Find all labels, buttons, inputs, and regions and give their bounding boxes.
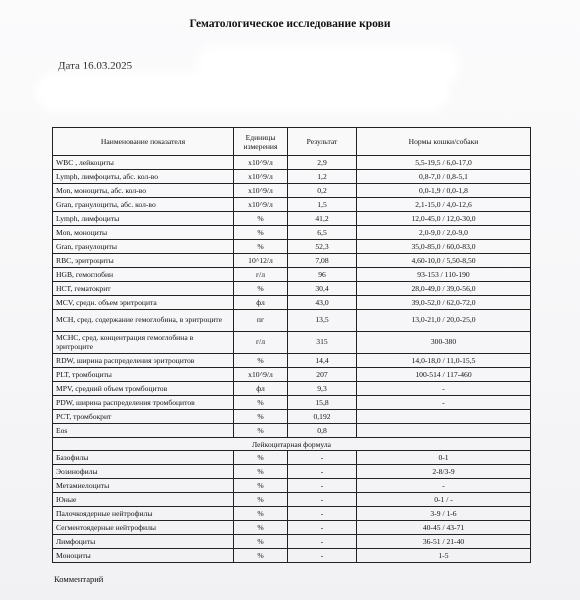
cell-units: г/л: [234, 268, 288, 282]
table-body: [53, 156, 531, 438]
cell-units: x10^9/л: [234, 368, 288, 382]
cell-result: 6,5: [288, 226, 357, 240]
cell-result: -: [288, 479, 357, 493]
table-row: [53, 521, 531, 535]
cell-norms: 40-45 / 43-71: [357, 521, 531, 535]
cell-result: 207: [288, 368, 357, 382]
cell-norms: 93-153 / 110-190: [357, 268, 531, 282]
cell-norms: 2,1-15,0 / 4,0-12,6: [357, 198, 531, 212]
document-title: Гематологическое исследование крови: [189, 18, 391, 30]
cell-units: пг: [234, 310, 288, 332]
cell-result: 13,5: [288, 310, 357, 332]
table-row: [53, 332, 531, 354]
cell-units: %: [234, 549, 288, 563]
cell-units: %: [234, 396, 288, 410]
table-row: [53, 296, 531, 310]
cell-units: %: [234, 226, 288, 240]
table-row: [53, 268, 531, 282]
cell-units: %: [234, 424, 288, 438]
cell-norms: 0-1: [357, 451, 531, 465]
cell-name: Лимфоциты: [53, 535, 234, 549]
cell-norms: 0,0-1,9 / 0,0-1,8: [357, 184, 531, 198]
cell-units: x10^9/л: [234, 184, 288, 198]
cell-norms: 4,60-10,0 / 5,50-8,50: [357, 254, 531, 268]
cell-units: x10^9/л: [234, 198, 288, 212]
document-date: Дата 16.03.2025: [58, 60, 133, 72]
cell-result: 1,5: [288, 198, 357, 212]
cell-name: MCHC, сред. концентрация гемоглобина в эритроците: [53, 332, 234, 354]
table-row: [53, 535, 531, 549]
cell-result: -: [288, 507, 357, 521]
cell-norms: 12,0-45,0 / 12,0-30,0: [357, 212, 531, 226]
table-row: [53, 549, 531, 563]
cell-units: фл: [234, 382, 288, 396]
table-row: [53, 368, 531, 382]
cell-units: г/л: [234, 332, 288, 354]
cell-name: PCT, тромбокрит: [53, 410, 234, 424]
table-row: [53, 240, 531, 254]
cell-result: 15,8: [288, 396, 357, 410]
cell-units: %: [234, 451, 288, 465]
redacted-area: [45, 82, 440, 102]
cell-name: Gran, гранулоциты, абс. кол-во: [53, 198, 234, 212]
cell-result: 1,2: [288, 170, 357, 184]
cell-name: MPV, средний объем тромбоцитов: [53, 382, 234, 396]
section-row: [53, 438, 531, 451]
cell-result: -: [288, 521, 357, 535]
cell-units: 10^12/л: [234, 254, 288, 268]
cell-name: WBC , лейкоциты: [53, 156, 234, 170]
cell-result: -: [288, 465, 357, 479]
cell-name: Mon, моноциты, абс. кол-во: [53, 184, 234, 198]
cell-result: 7,08: [288, 254, 357, 268]
cell-norms: -: [357, 396, 531, 410]
cell-units: %: [234, 465, 288, 479]
header-norms: Нормы кошки/собаки: [357, 128, 531, 156]
cell-units: %: [234, 521, 288, 535]
header-result: Результат: [288, 128, 357, 156]
cell-name: PLT, тромбоциты: [53, 368, 234, 382]
cell-name: Lymph, лимфоциты: [53, 212, 234, 226]
table-row: [53, 424, 531, 438]
cell-name: Палочкоядерные нейтрофилы: [53, 507, 234, 521]
cell-norms: [357, 410, 531, 424]
redacted-area: [205, 55, 450, 79]
cell-norms: 39,0-52,0 / 62,0-72,0: [357, 296, 531, 310]
cell-norms: 300-380: [357, 332, 531, 354]
cell-units: x10^9/л: [234, 170, 288, 184]
cell-name: Эозинофилы: [53, 465, 234, 479]
cell-name: MCH, сред. содержание гемоглобина, в эритроците: [53, 310, 234, 332]
cell-norms: 100-514 / 117-460: [357, 368, 531, 382]
table-row: [53, 170, 531, 184]
cell-name: RDW, ширина распределения эритроцитов: [53, 354, 234, 368]
cell-result: 0,192: [288, 410, 357, 424]
cell-units: %: [234, 410, 288, 424]
cell-result: 0,8: [288, 424, 357, 438]
cell-norms: 1-5: [357, 549, 531, 563]
table-row: [53, 212, 531, 226]
table-row: [53, 410, 531, 424]
cell-result: 14,4: [288, 354, 357, 368]
table-row: [53, 507, 531, 521]
cell-name: Eos: [53, 424, 234, 438]
header-units: Единицы измерения: [234, 128, 288, 156]
cell-norms: 36-51 / 21-40: [357, 535, 531, 549]
table-row: [53, 382, 531, 396]
cell-units: %: [234, 354, 288, 368]
cell-result: 96: [288, 268, 357, 282]
cell-norms: 2-8/3-9: [357, 465, 531, 479]
cell-norms: 14,0-18,0 / 11,0-15,5: [357, 354, 531, 368]
cell-name: RBC, эритроциты: [53, 254, 234, 268]
cell-result: 52,3: [288, 240, 357, 254]
table-row: [53, 451, 531, 465]
cell-units: %: [234, 479, 288, 493]
results-table: [52, 127, 531, 563]
cell-name: HCT, гематокрит: [53, 282, 234, 296]
table-row: [53, 493, 531, 507]
cell-result: 315: [288, 332, 357, 354]
table-row: [53, 354, 531, 368]
cell-units: x10^9/л: [234, 156, 288, 170]
cell-units: %: [234, 282, 288, 296]
cell-name: Моноциты: [53, 549, 234, 563]
cell-name: Mon, моноциты: [53, 226, 234, 240]
cell-norms: 35,0-85,0 / 60,0-83,0: [357, 240, 531, 254]
table-row: [53, 282, 531, 296]
section-body: [53, 438, 531, 451]
cell-units: %: [234, 240, 288, 254]
cell-units: %: [234, 493, 288, 507]
formula-body: [53, 451, 531, 563]
cell-name: PDW, ширина распределения тромбоцитов: [53, 396, 234, 410]
cell-result: 2,9: [288, 156, 357, 170]
cell-norms: [357, 424, 531, 438]
table-row: [53, 156, 531, 170]
cell-name: Юные: [53, 493, 234, 507]
cell-result: 9,3: [288, 382, 357, 396]
cell-result: -: [288, 451, 357, 465]
comment-label: Комментарий: [54, 574, 104, 584]
cell-name: Lymph, лимфоциты, абс. кол-во: [53, 170, 234, 184]
cell-units: %: [234, 212, 288, 226]
cell-norms: 0-1 / -: [357, 493, 531, 507]
cell-norms: 3-9 / 1-6: [357, 507, 531, 521]
cell-norms: 2,0-9,0 / 2,0-9,0: [357, 226, 531, 240]
cell-name: Gran, гранулоциты: [53, 240, 234, 254]
cell-norms: -: [357, 479, 531, 493]
cell-result: 30,4: [288, 282, 357, 296]
table-row: [53, 198, 531, 212]
cell-name: MCV, средн. объем эритроцита: [53, 296, 234, 310]
section-title: Лейкоцитарная формула: [53, 438, 531, 451]
cell-result: -: [288, 493, 357, 507]
cell-units: %: [234, 535, 288, 549]
table-row: [53, 254, 531, 268]
table-row: [53, 479, 531, 493]
header-name: Наименование показателя: [53, 128, 234, 156]
cell-name: Базофилы: [53, 451, 234, 465]
cell-norms: 5,5-19,5 / 6,0-17,0: [357, 156, 531, 170]
cell-result: 41,2: [288, 212, 357, 226]
cell-norms: 28,0-49,0 / 39,0-56,0: [357, 282, 531, 296]
cell-norms: -: [357, 382, 531, 396]
table-header-row: [53, 128, 531, 156]
cell-name: Сегментоядерные нейтрофилы: [53, 521, 234, 535]
cell-units: %: [234, 507, 288, 521]
table-row: [53, 396, 531, 410]
cell-norms: 0,8-7,0 / 0,8-5,1: [357, 170, 531, 184]
table-row: [53, 465, 531, 479]
cell-units: фл: [234, 296, 288, 310]
cell-norms: 13,0-21,0 / 20,0-25,0: [357, 310, 531, 332]
table-row: [53, 310, 531, 332]
table-row: [53, 226, 531, 240]
table-row: [53, 184, 531, 198]
cell-result: 0,2: [288, 184, 357, 198]
cell-result: 43,0: [288, 296, 357, 310]
cell-result: -: [288, 535, 357, 549]
cell-name: HGB, гемоглобин: [53, 268, 234, 282]
cell-name: Метамиелоциты: [53, 479, 234, 493]
cell-result: -: [288, 549, 357, 563]
